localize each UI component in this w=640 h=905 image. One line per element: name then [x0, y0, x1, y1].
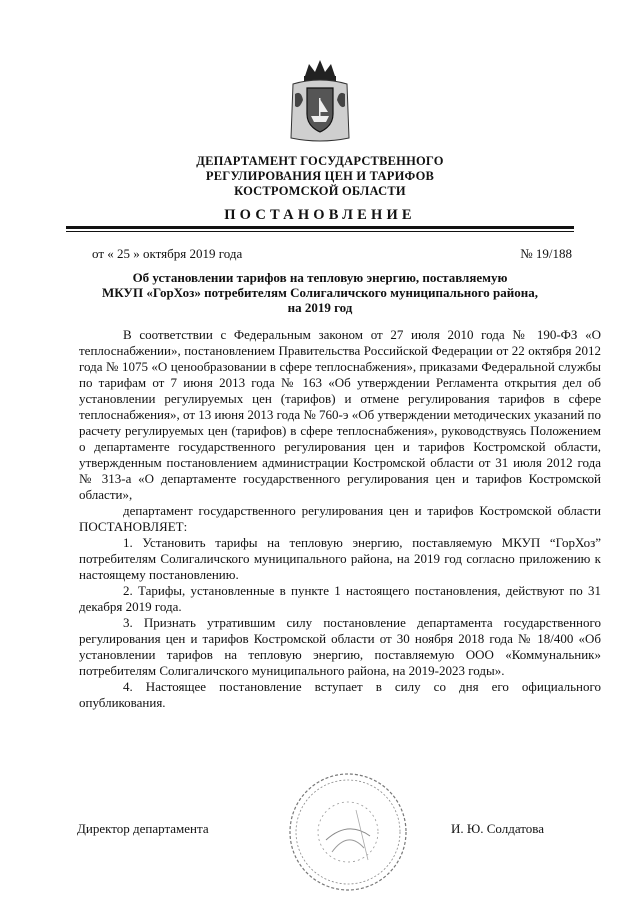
resolve-paragraph: департамент государственного регулирования цен и тарифов Костромской области ПОСТАНОВЛЯЕТ: — [79, 503, 601, 534]
document-subject — [80, 270, 560, 315]
header-divider-thin — [66, 231, 574, 232]
document-date: от « 25 » октября 2019 года — [92, 246, 243, 261]
department-line: КОСТРОМСКОЙ ОБЛАСТИ — [234, 184, 406, 198]
item-paragraph-4: 4. Настоящее постановление вступает в силу со дня его официального опубликования. — [79, 679, 601, 710]
item-paragraph-2: 2. Тарифы, установленные в пункте 1 настоящего постановления, действуют по 31 декабря 2019 года. — [79, 583, 601, 614]
document-number: № 19/188 — [520, 246, 572, 261]
subject-line: МКУП «ГорХоз» потребителям Солигаличского муниципального района, — [101, 285, 539, 300]
department-name — [0, 154, 640, 199]
subject-line: Об установлении тарифов на тепловую энергию, поставляемую — [132, 270, 508, 285]
signatory-position: Директор департамента — [77, 821, 209, 836]
signatory-name: И. Ю. Солдатова — [451, 821, 545, 836]
preamble-paragraph: В соответствии с Федеральным законом от 27 июля 2010 года № 190-ФЗ «О теплоснабжении», постановлением Правительства Российской Федерации от 22 октября 2012 года № 1075 «О ценообразовании в сфере теплоснабжения», приказами Федеральной службы по тарифам от 7 июня 2013 года № 163 «Об утверждении Регламента открытия дел об установлении регулируемых цен (тарифов) и отмене регулирования тарифов в сфере теплоснабжения», от 13 июня 2013 года № 760-э «Об утверждении методических указаний по расчету регулируемых цен (тарифов) в сфере теплоснабжения», руководствуясь Положением о департаменте государственного регулирования цен и тарифов Костромской области, утвержденным постановлением администрации Костромской области от 31 июля 2012 года № 313-а «О департаменте государственного регулирования цен и тарифов Костромской области», — [79, 327, 601, 502]
document-body — [79, 327, 601, 711]
header-divider-thick — [66, 226, 574, 229]
item-paragraph-1: 1. Установить тарифы на тепловую энергию, поставляемую МКУП “ГорХоз” потребителям Солигаличского муниципального района, на 2019 год согласно приложению к настоящему постановлению. — [79, 535, 601, 582]
subject-line: на 2019 год — [287, 300, 353, 315]
department-line: РЕГУЛИРОВАНИЯ ЦЕН И ТАРИФОВ — [205, 169, 435, 183]
department-line: ДЕПАРТАМЕНТ ГОСУДАРСТВЕННОГО — [196, 154, 444, 168]
official-seal-icon — [286, 770, 410, 894]
item-paragraph-3: 3. Признать утратившим силу постановление департамента государственного регулирования цен и тарифов Костромской области от 30 ноября 2018 года № 18/400 «Об установлении тарифов на тепловую энергию, поставляемую ООО «Коммунальник» потребителям Солигаличского муниципального района, на 2019-2023 годы». — [79, 615, 601, 678]
coat-of-arms-icon — [287, 54, 353, 144]
document-type-title: ПОСТАНОВЛЕНИЕ — [224, 207, 416, 223]
